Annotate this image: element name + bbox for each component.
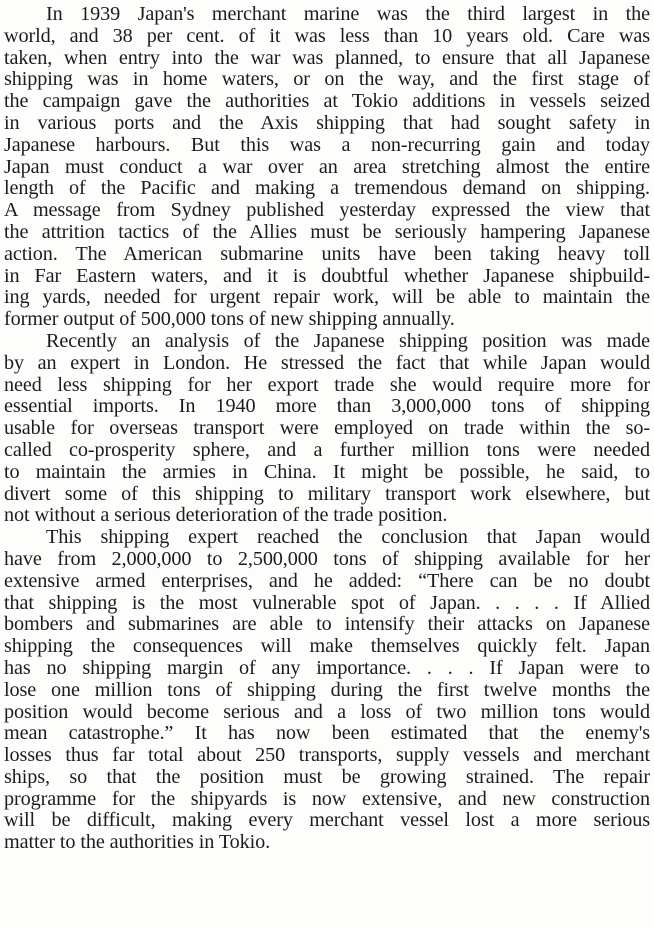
- text-line: matter to the authorities in Tokio.: [4, 832, 271, 854]
- text-line: have from 2,000,000 to 2,500,000 tons of shipping available for her: [4, 548, 650, 570]
- text-line: programme for the shipyards is now extensive, and new construction: [4, 788, 650, 810]
- paragraph-1: [4, 4, 650, 331]
- text-line: will be difficult, making every merchant vessel lost a more serious: [4, 810, 650, 832]
- text-line: divert some of this shipping to military transport work elsewhere, but: [4, 483, 650, 505]
- text-line: shipping the consequences will make themselves quickly felt. Japan: [4, 636, 650, 658]
- text-line: taken, when entry into the war was planned, to ensure that all Japanese: [4, 47, 650, 69]
- text-line: called co-prosperity sphere, and a further million tons were needed: [4, 439, 650, 461]
- text-line: bombers and submarines are able to intensify their attacks on Japanese: [4, 614, 650, 636]
- text-line: ing yards, needed for urgent repair work, will be able to maintain the: [4, 287, 650, 309]
- text-line: world, and 38 per cent. of it was less than 10 years old. Care was: [4, 25, 650, 47]
- text-line: Recently an analysis of the Japanese shipping position was made: [46, 330, 650, 352]
- text-line: has no shipping margin of any importance. . . . If Japan were to: [4, 657, 650, 679]
- text-line: action. The American submarine units have been taking heavy toll: [4, 243, 650, 265]
- text-line: extensive armed enterprises, and he added: “There can be no doubt: [4, 570, 650, 592]
- text-line: usable for overseas transport were employed on trade within the so-: [4, 418, 650, 440]
- paragraph-2: [4, 331, 650, 527]
- text-line: A message from Sydney published yesterday expressed the view that: [4, 200, 650, 222]
- text-line: former output of 500,000 tons of new shipping annually.: [4, 309, 455, 331]
- text-line: the campaign gave the authorities at Tokio additions in vessels seized: [4, 91, 650, 113]
- text-line: essential imports. In 1940 more than 3,000,000 tons of shipping: [4, 396, 650, 418]
- paragraph-3: [4, 527, 650, 854]
- text-line: losses thus far total about 250 transports, supply vessels and merchant: [4, 745, 650, 767]
- text-line: ships, so that the position must be growing strained. The repair: [4, 766, 650, 788]
- text-line: mean catastrophe.” It has now been estimated that the enemy's: [4, 723, 650, 745]
- text-line: in Far Eastern waters, and it is doubtful whether Japanese shipbuild-: [4, 265, 650, 287]
- text-line: shipping was in home waters, or on the way, and the first stage of: [4, 69, 650, 91]
- text-line: Japanese harbours. But this was a non-recurring gain and today: [4, 134, 650, 156]
- text-line: Japan must conduct a war over an area stretching almost the entire: [4, 156, 650, 178]
- text-line: lose one million tons of shipping during the first twelve months the: [4, 679, 650, 701]
- article-column: [4, 4, 650, 854]
- text-line: to maintain the armies in China. It might be possible, he said, to: [4, 461, 650, 483]
- text-line: by an expert in London. He stressed the fact that while Japan would: [4, 352, 650, 374]
- text-line: This shipping expert reached the conclusion that Japan would: [46, 527, 650, 549]
- text-line: that shipping is the most vulnerable spot of Japan. . . . . If Allied: [4, 592, 650, 614]
- text-line: position would become serious and a loss of two million tons would: [4, 701, 650, 723]
- text-line: the attrition tactics of the Allies must be seriously hampering Japanese: [4, 221, 650, 243]
- text-line: in various ports and the Axis shipping that had sought safety in: [4, 112, 650, 134]
- text-line: In 1939 Japan's merchant marine was the third largest in the: [46, 4, 650, 25]
- text-line: not without a serious deterioration of the trade position.: [4, 505, 448, 527]
- text-line: length of the Pacific and making a tremendous demand on shipping.: [4, 178, 650, 200]
- text-line: need less shipping for her export trade she would require more for: [4, 374, 650, 396]
